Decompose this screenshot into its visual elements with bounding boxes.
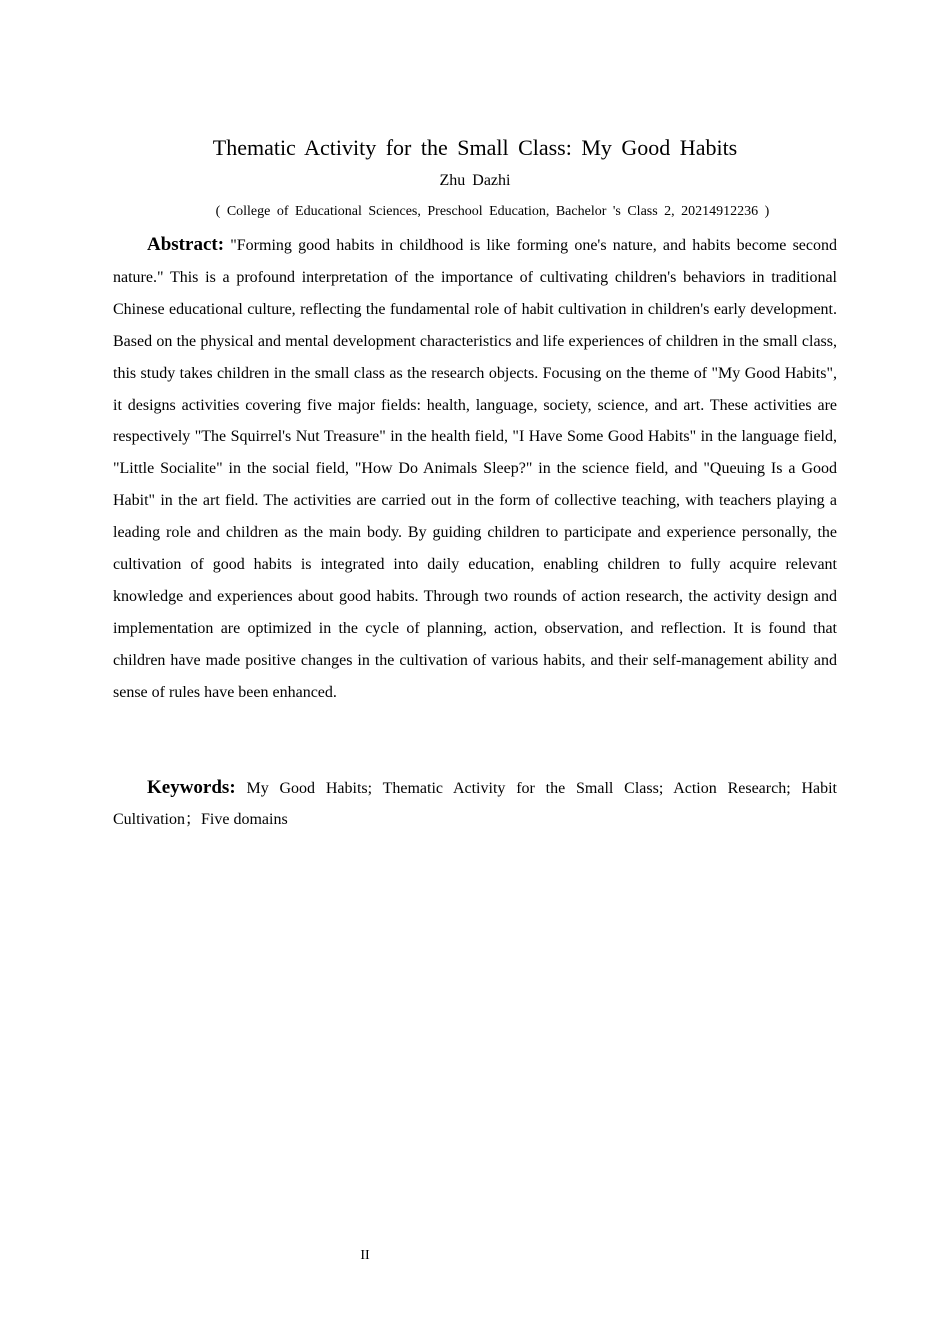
keywords-label: Keywords: [147,777,236,798]
abstract-section [113,229,837,709]
keywords-body: My Good Habits; Thematic Activity for the Small Class; Action Research; Habit Cultivation；Five domains [113,780,838,828]
abstract-label: Abstract: [147,234,225,255]
keywords-section [113,772,837,835]
author-name: Zhu Dazhi [439,172,511,189]
page-number: II [360,1248,370,1263]
abstract-body: "Forming good habits in childhood is like forming one's nature, and habits become second nature." This is a profound interpretation of the importance of cultivating children's behaviors in traditional Chinese educational culture, reflecting the fundamental role of habit cultivation in children's early development. Based on the physical and mental development characteristics and life experiences of children in the small class, this study takes children in the small class as the research objects. Focusing on the theme of "My Good Habits", it designs activities covering five major fields: health, language, society, science, and art. These activities are respectively "The Squirrel's Nut Treasure" in the health field, "I Have Some Good Habits" in the language field, "Little Socialite" in the social field, "How Do Animals Sleep?" in the science field, and "Queuing Is a Good Habit" in the art field. The activities are carried out in the form of collective teaching, with teachers playing a leading role and children as the main body. By guiding children to participate and experience personally, the cultivation of good habits is integrated into daily education, enabling children to fully acquire relevant knowledge and experiences about good habits. Through two rounds of action research, the activity design and implementation are optimized in the cycle of planning, action, observation, and reflection. It is found that children have made positive changes in the cultivation of various habits, and their self-management ability and sense of rules have been enhanced. [113,237,838,701]
author-affiliation: ( College of Educational Sciences, Preschool Education, Bachelor 's Class 2, 20214912236 ) [215,204,770,219]
paper-title: Thematic Activity for the Small Class: My Good Habits [212,135,738,160]
